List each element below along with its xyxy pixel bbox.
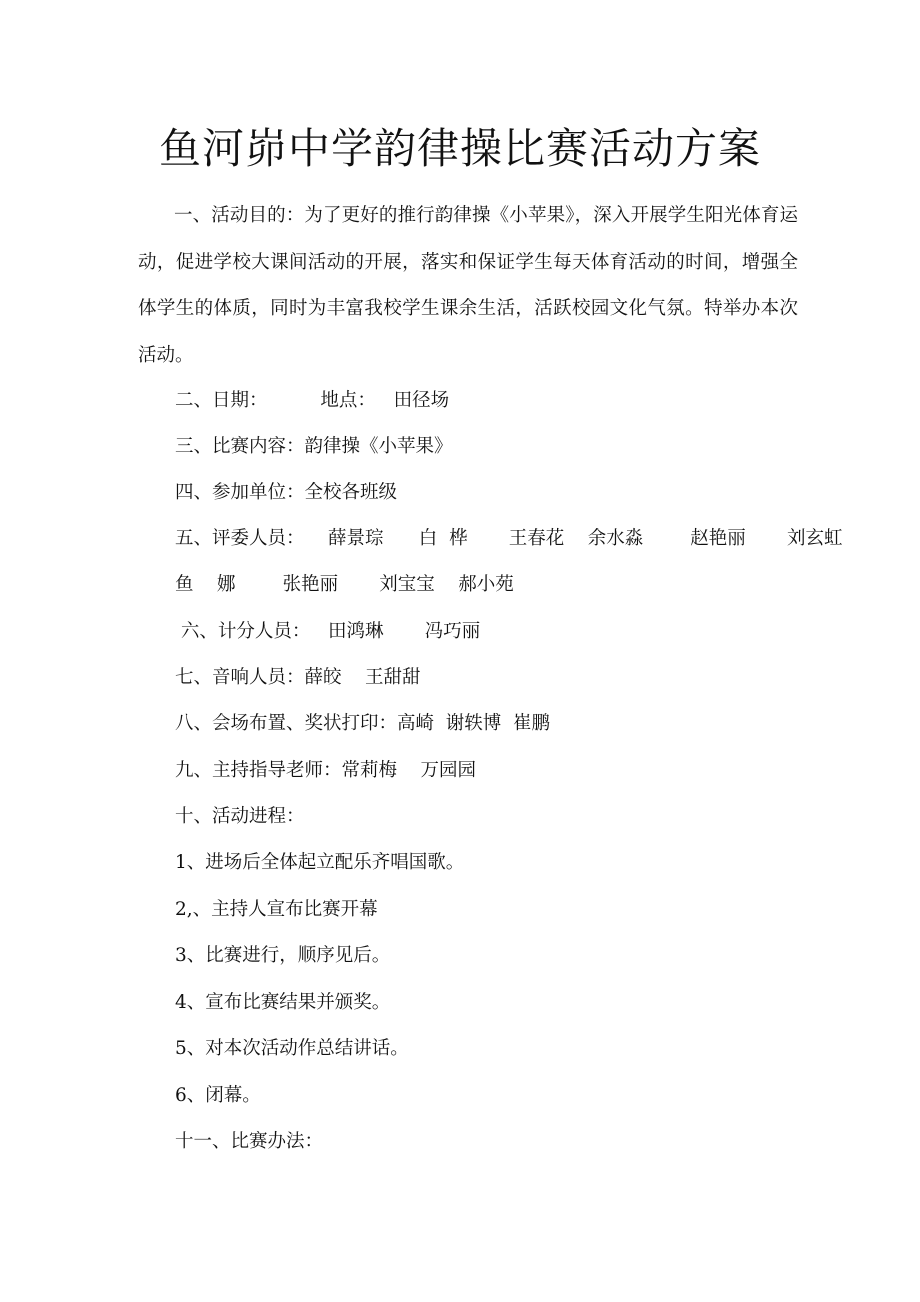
venue-setup-line: 八、会场布置、奖状打印：高崎 谢轶博 崔鹏 bbox=[175, 713, 551, 734]
date-location-line: 二、日期： 地点： 田径场 bbox=[175, 390, 450, 411]
participants-line: 四、参加单位：全校各班级 bbox=[175, 482, 398, 503]
document-title: 鱼河峁中学韵律操比赛活动方案 bbox=[158, 124, 761, 173]
judges-line-2: 鱼 娜 张艳丽 刘宝宝 郝小苑 bbox=[175, 574, 514, 595]
sound-staff-line: 七、音响人员：薛皎 王甜甜 bbox=[175, 667, 421, 688]
purpose-paragraph: 一、活动目的：为了更好的推行韵律操《小苹果》，深入开展学生阳光体育运动，促进学校大课间活动的开展，落实和保证学生每天体育活动的时间，增强全体学生的体质，同时为丰富我校学生课余生活，活跃校园文化气氛。特举办本次活动。 bbox=[138, 205, 798, 366]
judges-line-1: 五、评委人员： 薛景琮 白 桦 王春花 余水淼 赵艳丽 刘玄虹 bbox=[175, 528, 843, 549]
process-heading: 十、活动进程： bbox=[175, 806, 305, 827]
process-step-4: 4、宣布比赛结果并颁奖。 bbox=[175, 992, 391, 1013]
process-step-6: 6、闭幕。 bbox=[175, 1085, 261, 1106]
process-step-5: 5、对本次活动作总结讲话。 bbox=[175, 1038, 409, 1059]
process-step-3: 3、比赛进行，顺序见后。 bbox=[175, 945, 391, 966]
competition-content-line: 三、比赛内容：韵律操《小苹果》 bbox=[175, 436, 453, 457]
scorers-line: 六、计分人员： 田鸿琳 冯巧丽 bbox=[175, 621, 481, 642]
process-step-2: 2,、主持人宣布比赛开幕 bbox=[175, 899, 378, 920]
competition-method-heading: 十一、比赛办法： bbox=[175, 1131, 324, 1152]
host-teachers-line: 九、主持指导老师：常莉梅 万园园 bbox=[175, 760, 477, 781]
process-step-1: 1、进场后全体起立配乐齐唱国歌。 bbox=[175, 852, 465, 873]
